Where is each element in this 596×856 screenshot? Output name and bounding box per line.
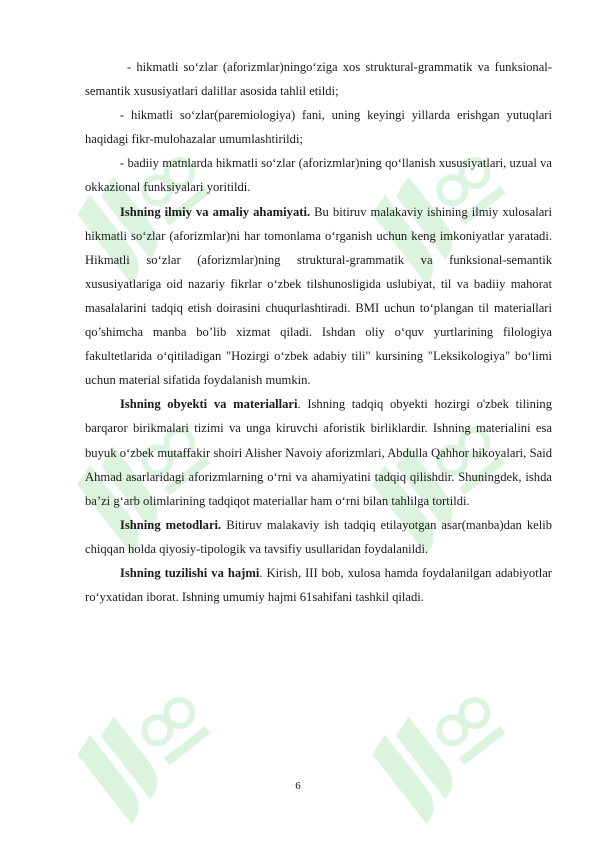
paragraph-list-item-2: - hikmatli so‘zlar(paremiologiya) fani, uning keyingi yillarda erishgan yutuqlari haqidagi fikr-mulohazalar umumlashtirildi; xyxy=(85,108,552,147)
section-lead-structure: Ishning tuzilishi va hajmi xyxy=(120,565,260,580)
section-lead-object: Ishning obyekti va materiallari xyxy=(120,397,298,412)
body-text xyxy=(85,55,552,609)
paragraph-list-item-3: - badiiy matnlarda hikmatli so‘zlar (aforizmlar)ning qo‘llanish xususiyatlari, uzual va okkazional funksiyalari yoritildi. xyxy=(85,156,552,195)
page-number: 6 xyxy=(295,780,301,792)
paragraph-list-item-1: - hikmatli so‘zlar (aforizmlar)ningo‘ziga xos struktural-grammatik va funksional-semantik xususiyatlari dalillar asosida tahlil etildi; xyxy=(85,60,552,99)
watermark-logo-icon xyxy=(346,658,544,853)
watermark-logo-icon xyxy=(51,658,249,853)
paragraph-methods: Ishning metodlari. Bitiruv malakaviy ish tadqiq etilayotgan asar(manba)dan kelib chiqqan holda qiyosiy-tipologik va tavsifiy usullaridan foydalanildi. xyxy=(85,517,552,556)
section-lead-significance: Ishning ilmiy va amaliy ahamiyati. xyxy=(120,204,311,219)
paragraph-structure: Ishning tuzilishi va hajmi. Kirish, III bob, xulosa hamda foydalanilgan adabiyotlar ro‘yxatidan iborat. Ishning umumiy hajmi 61sahifani tashkil qiladi. xyxy=(85,565,552,605)
paragraph-object-materials: Ishning obyekti va materiallari. Ishning tadqiq obyekti hozirgi o'zbek tilining barqaror birikmalari tizimi va unga kiruvchi aforistik birliklardir. Ishning materialini esa buyuk o‘zbek mutaffakir shoiri Alisher Navoiy aforizmlari, Abdulla Qahhor hikoyalari, Said Ahmad asarlaridagi aforizmlarning o‘rni va ahamiyatini tadqiq qilishdir. Shuningdek, ishda ba’zi g‘arb olimlarining tadqiqot materiallar ham o‘rni bilan tahlilga tortildi. xyxy=(85,397,552,508)
section-lead-methods: Ishning metodlari. xyxy=(120,517,222,532)
paragraph-significance: Ishning ilmiy va amaliy ahamiyati. Bu bitiruv malakaviy ishining ilmiy xulosalari hikmatli so‘zlar (aforizmlar)ni har tomonlama o‘rganish uchun keng imkoniyatlar yaratadi. Hikmatli so‘zlar (aforizmlar)ning struktural-grammatik va funksional-semantik xususiyatlariga oid nazariy fikrlar o‘zbek tilshunosligida uslubiyat, til va badiiy mahorat masalalarini tadqiq etish doirasini chuqurlashtiradi. BMI uchun to‘plangan til materiallari qo’shimcha manba bo’lib xizmat qiladi. Ishdan oliy o‘quv yurtlarining filologiya fakultetlarida o‘qitiladigan "Hozirgi o‘zbek adabiy tili" kursining "Leksikologiya" bo‘limi uchun material sifatida foydalanish mumkin. xyxy=(85,204,552,388)
